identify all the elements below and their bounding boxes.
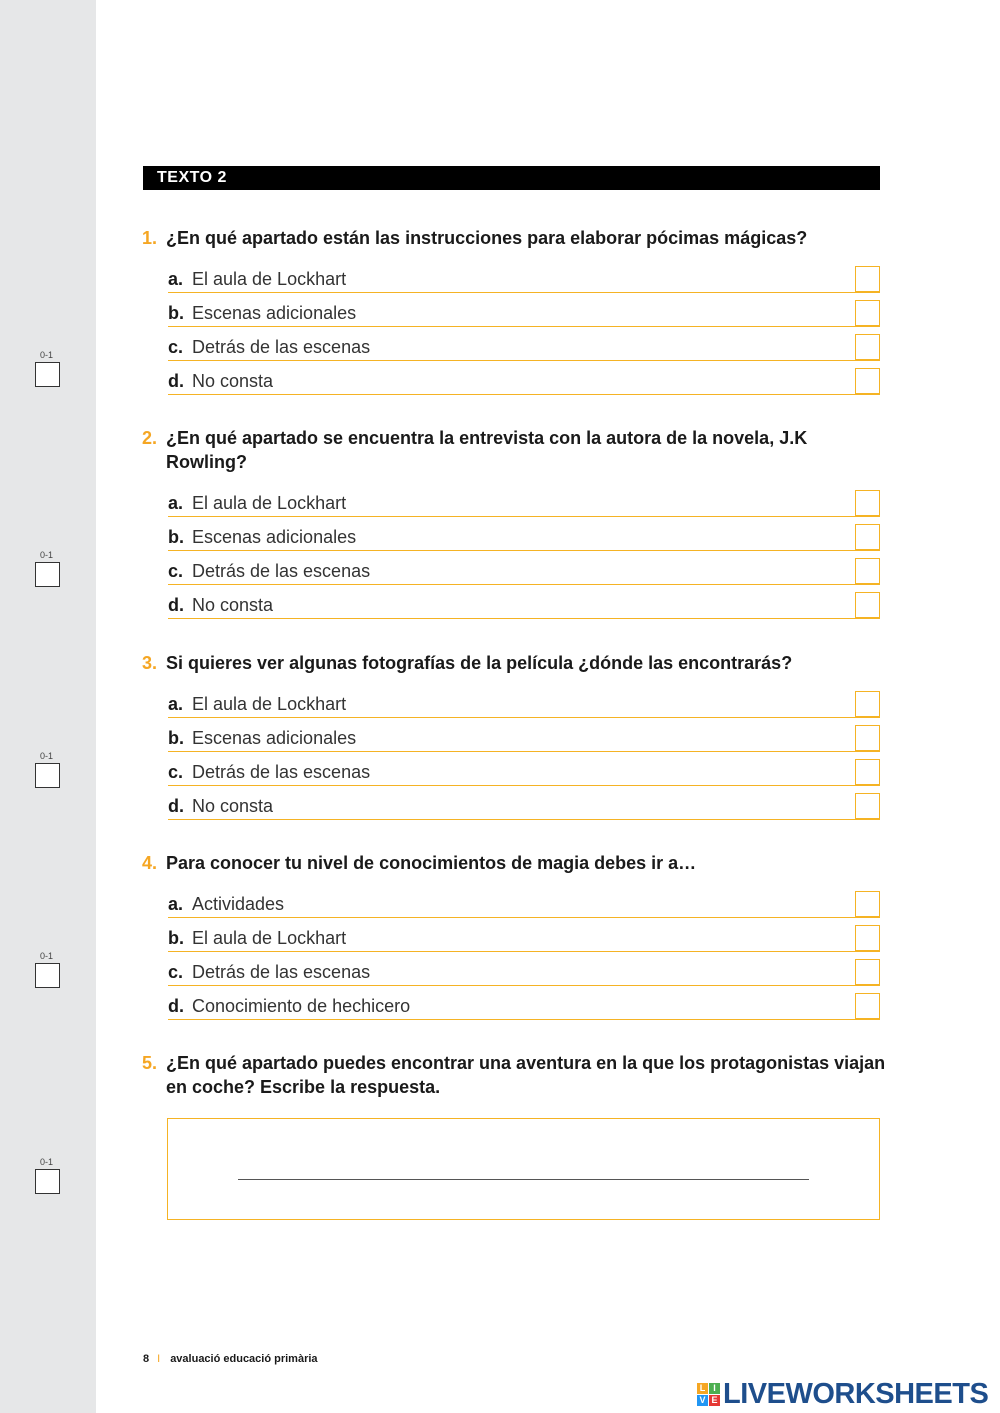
option-letter: b. [168, 303, 184, 323]
option-b [168, 293, 880, 327]
option-a [168, 483, 880, 517]
question-2 [142, 426, 887, 619]
brand-name: LIVEWORKSHEETS [723, 1378, 989, 1410]
answer-checkbox[interactable] [855, 891, 880, 917]
live-icon-letter: E [709, 1395, 720, 1406]
score-box [35, 562, 60, 587]
question-1 [142, 226, 887, 395]
question-heading [142, 1051, 887, 1099]
option-text: Escenas adicionales [192, 303, 357, 323]
option-text: El aula de Lockhart [192, 694, 347, 714]
option-b [168, 517, 880, 551]
answer-checkbox[interactable] [855, 793, 880, 819]
option-text: Detrás de las escenas [192, 762, 371, 782]
option-text: No consta [192, 796, 274, 816]
answer-checkbox[interactable] [855, 993, 880, 1019]
option-text: El aula de Lockhart [192, 269, 347, 289]
score-label: 0-1 [40, 951, 54, 961]
question-3 [142, 651, 887, 820]
option-letter: d. [168, 371, 184, 391]
question-number: 5. [142, 1053, 158, 1073]
live-icon [697, 1383, 720, 1406]
option-letter: c. [168, 337, 184, 357]
section-title: TEXTO 2 [157, 169, 227, 186]
answer-checkbox[interactable] [855, 300, 880, 326]
option-text: Escenas adicionales [192, 728, 357, 748]
liveworksheets-logo [697, 1378, 988, 1411]
option-text: El aula de Lockhart [192, 493, 347, 513]
question-text: Si quieres ver algunas fotografías de la película ¿dónde las encontrarás? [166, 653, 793, 673]
score-q3 [35, 751, 61, 788]
score-label: 0-1 [40, 751, 54, 761]
score-box [35, 763, 60, 788]
option-c [168, 952, 880, 986]
options-list [168, 884, 880, 1020]
option-text: Detrás de las escenas [192, 337, 371, 357]
option-text: No consta [192, 595, 274, 615]
option-b [168, 918, 880, 952]
section-header [143, 166, 880, 190]
question-heading [142, 651, 887, 675]
answer-box [167, 1118, 880, 1220]
answer-checkbox[interactable] [855, 334, 880, 360]
answer-checkbox[interactable] [855, 592, 880, 618]
option-letter: b. [168, 728, 184, 748]
question-number: 3. [142, 653, 158, 673]
option-text: Actividades [192, 894, 285, 914]
option-d [168, 585, 880, 619]
live-icon-letter: V [697, 1395, 708, 1406]
answer-checkbox[interactable] [855, 691, 880, 717]
answer-checkbox[interactable] [855, 524, 880, 550]
page-footer [143, 1353, 318, 1365]
option-text: Escenas adicionales [192, 527, 357, 547]
score-label: 0-1 [40, 550, 54, 560]
option-c [168, 327, 880, 361]
score-box [35, 1169, 60, 1194]
option-letter: a. [168, 269, 184, 289]
options-list [168, 259, 880, 395]
live-icon-letter: L [697, 1383, 708, 1394]
option-letter: d. [168, 595, 184, 615]
answer-checkbox[interactable] [855, 959, 880, 985]
question-text: ¿En qué apartado se encuentra la entrevista con la autora de la novela, J.K Rowling? [166, 428, 808, 472]
option-text: El aula de Lockhart [192, 928, 347, 948]
options-list [168, 483, 880, 619]
option-c [168, 752, 880, 786]
option-letter: a. [168, 894, 184, 914]
score-margin [0, 0, 96, 1413]
option-text: No consta [192, 371, 274, 391]
question-text: ¿En qué apartado puedes encontrar una aventura en la que los protagonistas viajan en coche? Escribe la respuesta. [166, 1053, 886, 1097]
option-letter: d. [168, 996, 184, 1016]
score-q1 [35, 350, 61, 387]
question-4 [142, 851, 887, 1020]
option-c [168, 551, 880, 585]
footer-separator: I [157, 1353, 161, 1365]
score-q4 [35, 951, 61, 988]
option-d [168, 986, 880, 1020]
option-letter: a. [168, 694, 184, 714]
question-number: 4. [142, 853, 158, 873]
answer-checkbox[interactable] [855, 725, 880, 751]
footer-text: avaluació educació primària [170, 1353, 318, 1365]
option-b [168, 718, 880, 752]
option-letter: c. [168, 762, 184, 782]
answer-checkbox[interactable] [855, 490, 880, 516]
score-box [35, 963, 60, 988]
answer-checkbox[interactable] [855, 266, 880, 292]
option-text: Detrás de las escenas [192, 962, 371, 982]
page-number: 8 [143, 1353, 150, 1365]
answer-input[interactable] [238, 1179, 809, 1180]
option-text: Detrás de las escenas [192, 561, 371, 581]
option-a [168, 884, 880, 918]
question-number: 1. [142, 228, 158, 248]
answer-checkbox[interactable] [855, 368, 880, 394]
question-heading [142, 851, 887, 875]
option-a [168, 684, 880, 718]
question-number: 2. [142, 428, 158, 448]
option-letter: d. [168, 796, 184, 816]
score-q5 [35, 1157, 61, 1194]
question-5 [142, 1051, 887, 1099]
option-text: Conocimiento de hechicero [192, 996, 411, 1016]
answer-checkbox[interactable] [855, 759, 880, 785]
option-letter: c. [168, 561, 184, 581]
option-letter: b. [168, 928, 184, 948]
answer-checkbox[interactable] [855, 925, 880, 951]
option-letter: c. [168, 962, 184, 982]
live-icon-letter: I [709, 1383, 720, 1394]
score-label: 0-1 [40, 1157, 54, 1167]
option-letter: a. [168, 493, 184, 513]
score-q2 [35, 550, 61, 587]
option-d [168, 786, 880, 820]
score-box [35, 362, 60, 387]
question-text: Para conocer tu nivel de conocimientos de magia debes ir a… [166, 853, 697, 873]
answer-checkbox[interactable] [855, 558, 880, 584]
option-d [168, 361, 880, 395]
option-a [168, 259, 880, 293]
question-text: ¿En qué apartado están las instrucciones para elaborar pócimas mágicas? [166, 228, 808, 248]
options-list [168, 684, 880, 820]
question-heading [142, 226, 887, 250]
question-heading [142, 426, 887, 474]
score-label: 0-1 [40, 350, 54, 360]
option-letter: b. [168, 527, 184, 547]
